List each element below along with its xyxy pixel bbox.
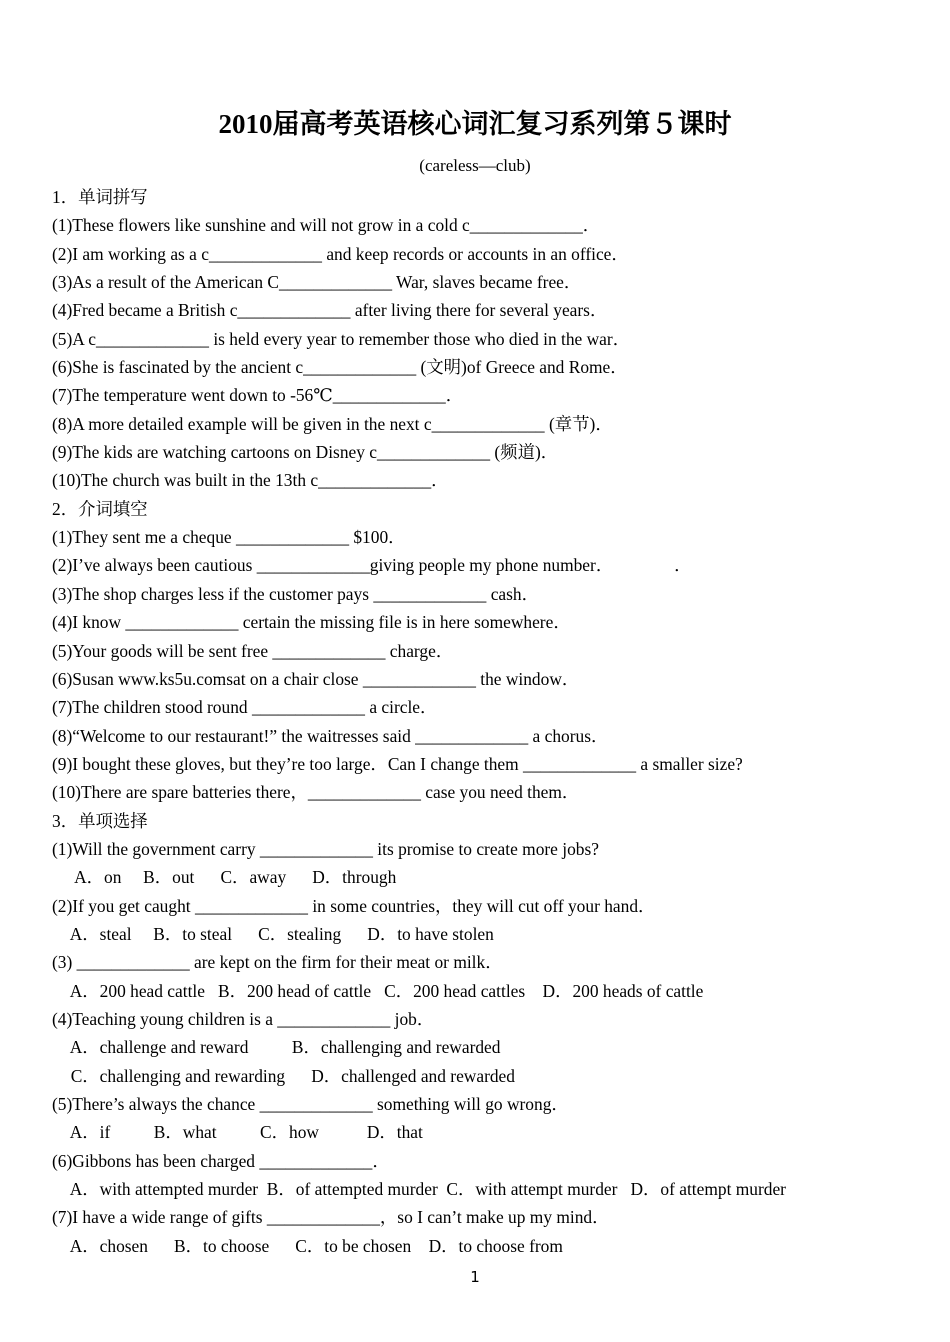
text-line: (1)Will the government carry _____________ its promise to create more jobs? bbox=[52, 838, 599, 859]
text-line: (10)There are spare batteries there，_____________ case you need them． bbox=[52, 782, 580, 803]
text-line: (2)I’ve always been cautious _____________giving people my phone number． ． bbox=[52, 555, 692, 576]
answer-options-line: A．steal B．to steal C．stealing D．to have stolen bbox=[62, 923, 494, 944]
text-line: (10)The church was built in the 13th c_____________． bbox=[52, 470, 449, 491]
answer-options-line: C．challenging and rewarding D．challenged and rewarded bbox=[62, 1065, 515, 1086]
page-number: 1 bbox=[470, 1268, 480, 1286]
text-line: 1．单词拼写 bbox=[52, 187, 148, 207]
text-line: (3) _____________ are kept on the firm for their meat or milk． bbox=[52, 952, 503, 973]
text-line: (7)I have a wide range of gifts _____________，so I can’t make up my mind． bbox=[52, 1207, 610, 1228]
answer-options-line: A．on B．out C．away D．through bbox=[62, 867, 397, 888]
answer-options-line: A．challenge and reward B．challenging and rewarded bbox=[62, 1037, 501, 1058]
text-line: (1)They sent me a cheque _____________ $100． bbox=[52, 527, 406, 548]
text-line: (8)A more detailed example will be given in the next c_____________ (章节)． bbox=[52, 413, 613, 434]
text-line: (5)A c_____________ is held every year to remember those who died in the war． bbox=[52, 328, 631, 349]
text-line: 3．单项选择 bbox=[52, 810, 148, 831]
text-line: (9)I bought these gloves, but they’re too large．Can I change them _____________ a smaller size? bbox=[52, 753, 743, 774]
answer-options-line: A．if B．what C．how D．that bbox=[62, 1122, 423, 1143]
text-line: (1)These flowers like sunshine and will not grow in a cold c_____________． bbox=[52, 215, 601, 236]
text-line: (7)The temperature went down to -56℃_____________． bbox=[52, 385, 464, 406]
text-line: (3)As a result of the American C_____________ War, slaves became free． bbox=[52, 272, 582, 293]
text-line: (4)Fred became a British c_____________ after living there for several years． bbox=[52, 300, 608, 321]
text-line: (9)The kids are watching cartoons on Disney c_____________ (频道)． bbox=[52, 442, 559, 463]
document-body bbox=[52, 183, 932, 1260]
text-line: (3)The shop charges less if the customer pays _____________ cash． bbox=[52, 583, 539, 604]
text-line: (5)Your goods will be sent free _____________ charge． bbox=[52, 640, 454, 661]
text-line: (4)I know _____________ certain the missing file is in here somewhere． bbox=[52, 612, 571, 633]
text-line: (7)The children stood round _____________ a circle． bbox=[52, 697, 438, 718]
answer-options-line: A．200 head cattle B．200 head of cattle C．200 head cattles D．200 heads of cattle bbox=[62, 980, 704, 1001]
document-title: 2010届高考英语核心词汇复习系列第５课时 bbox=[218, 109, 732, 139]
text-line: (4)Teaching young children is a _____________ job． bbox=[52, 1008, 435, 1029]
text-line: (6)Susan www.ks5u.comsat on a chair close _____________ the window． bbox=[52, 668, 580, 689]
text-line: (2)If you get caught _____________ in some countries，they will cut off your hand． bbox=[52, 895, 656, 916]
answer-options-line: A．chosen B．to choose C．to be chosen D．to choose from bbox=[62, 1235, 563, 1256]
text-line: (5)There’s always the chance _____________ something will go wrong． bbox=[52, 1094, 569, 1114]
text-line: (6)Gibbons has been charged _____________． bbox=[52, 1150, 390, 1171]
text-line: (6)She is fascinated by the ancient c_____________ (文明)of Greece and Rome． bbox=[52, 357, 628, 378]
text-line: (2)I am working as a c_____________ and keep records or accounts in an office． bbox=[52, 243, 629, 264]
text-line: 2．介词填空 bbox=[52, 498, 148, 519]
answer-options-line: A．with attempted murder B．of attempted murder C．with attempt murder D．of attempt murder bbox=[62, 1179, 786, 1200]
document-subtitle: (careless—club) bbox=[419, 156, 531, 175]
text-line: (8)“Welcome to our restaurant!” the waitresses said _____________ a chorus． bbox=[52, 725, 609, 746]
